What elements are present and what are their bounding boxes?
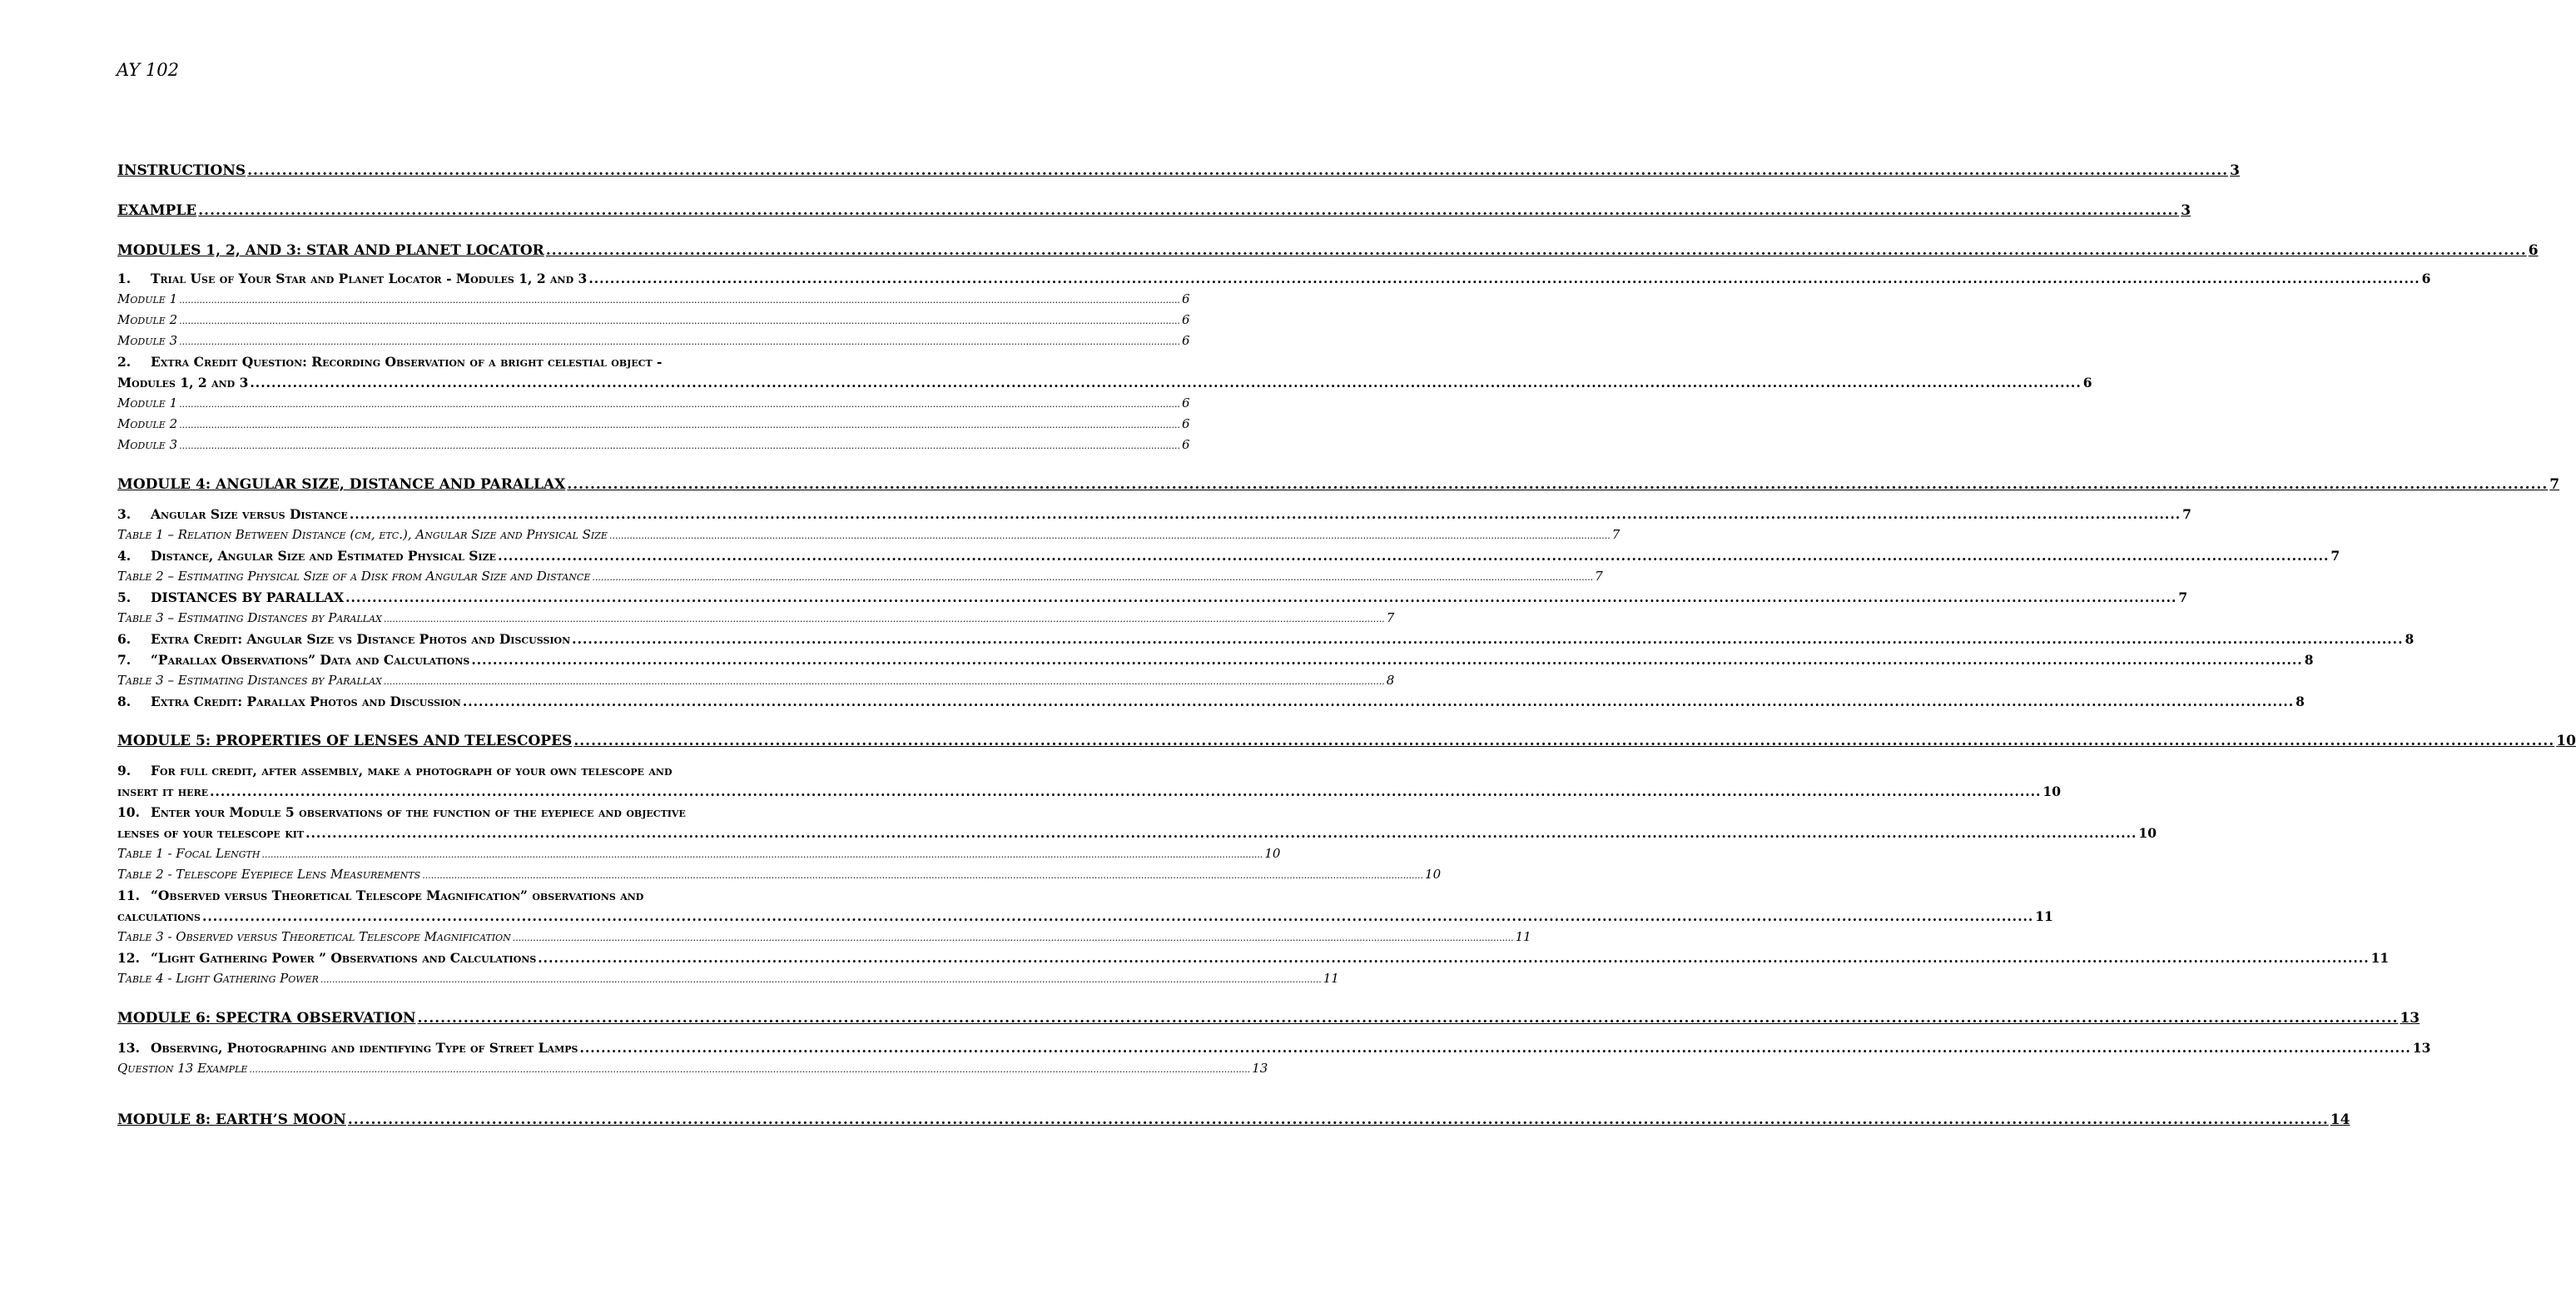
toc-label: Module 2 [117,416,178,431]
toc-m4-table-2[interactable] [117,566,1603,587]
toc-page: 7 [2330,548,2340,564]
dot-leader [348,1109,2329,1131]
dot-leader [609,525,1611,546]
toc-num: 13. [117,1040,140,1056]
toc-page: 10 [1264,846,1281,861]
toc-m4-table-3[interactable] [117,608,1395,629]
toc-label: Table 3 – Estimating Distances by Parallax [117,673,382,688]
toc-question-6[interactable] [117,629,2415,649]
toc-page: 6 [2421,271,2431,286]
toc-page: 7 [2182,506,2191,522]
toc-question-7[interactable] [117,649,2314,670]
toc-question-5[interactable] [117,587,2188,608]
toc-num: 10. [117,804,140,820]
toc-label: Module 3 [117,437,178,452]
dot-leader [247,160,2228,182]
toc-page: 7 [2549,476,2560,493]
toc-page: 13 [2412,1040,2431,1056]
toc-question-11-line2[interactable] [117,906,2053,927]
dot-leader [422,864,1423,886]
toc-label: “Light Gathering Power ” Observations and Calculations [151,950,537,966]
toc-page: 6 [1181,291,1190,306]
dot-leader [210,781,2041,802]
dot-leader [179,289,1180,311]
toc-num: 7. [117,652,132,668]
toc-num: 11. [117,888,140,903]
toc-question-11-line1[interactable] [117,885,822,906]
toc-q2-module-2[interactable] [117,414,1190,435]
dot-leader [179,393,1180,415]
toc-label: MODULE 5: PROPERTIES OF LENSES AND TELESCOPES [117,733,573,749]
dot-leader [498,545,2329,566]
toc-m5-table-2[interactable] [117,864,1442,885]
toc-modules-1-2-3[interactable] [117,240,2539,261]
toc-label: Table 3 - Observed versus Theoretical Telescope Magnification [117,929,511,944]
toc-page: 6 [2528,242,2539,259]
dot-leader [261,843,1263,865]
toc-num: 1. [117,271,132,286]
toc-question-9-line2[interactable] [117,781,2061,802]
toc-label: Module 1 [117,291,178,306]
toc-page: 10 [1425,867,1442,882]
toc-m5-table-3[interactable] [117,927,1531,947]
toc-num: 5. [117,589,132,605]
toc-label: insert it here [117,783,209,799]
toc-page: 10 [2042,783,2061,799]
toc-label: Enter your Module 5 observations of the function of the eyepiece and objective [151,804,686,820]
dot-leader [538,947,2369,968]
toc-module-4[interactable] [117,474,2560,495]
toc-question-12[interactable] [117,947,2390,968]
toc-label: Angular Size versus Distance [151,506,348,522]
toc-label: Module 3 [117,333,178,348]
table-of-contents [117,160,2576,1131]
toc-page: 6 [1181,416,1190,431]
toc-page: 14 [2330,1111,2350,1128]
toc-question-4[interactable] [117,545,2340,566]
dot-leader [384,670,1385,692]
toc-page: 11 [1323,971,1339,986]
toc-page: 7 [2178,589,2188,605]
toc-question-8[interactable] [117,691,2305,712]
toc-label: Extra Credit: Parallax Photos and Discussion [151,694,461,709]
toc-label: Extra Credit: Angular Size vs Distance Photos and Discussion [151,631,571,647]
toc-label: Extra Credit Question: Recording Observation of a bright celestial object - [151,354,663,370]
toc-num: 8. [117,694,132,709]
toc-q1-module-3[interactable] [117,331,1190,351]
toc-label: MODULE 6: SPECTRA OBSERVATION [117,1010,416,1027]
dot-leader [567,474,2548,495]
toc-num: 2. [117,354,132,370]
toc-module-5[interactable] [117,730,2576,752]
toc-label: Module 2 [117,312,178,327]
toc-q1-module-2[interactable] [117,310,1190,331]
dot-leader [573,730,2554,752]
toc-m5-table-1[interactable] [117,843,1281,864]
toc-label: Observing, Photographing and identifying Type of Street Lamps [151,1040,578,1056]
toc-label: calculations [117,908,201,924]
dot-leader [546,240,2527,261]
toc-page: 6 [1181,395,1190,410]
toc-page: 8 [2304,652,2314,668]
toc-label: Module 1 [117,395,178,410]
toc-page: 8 [2405,631,2415,647]
toc-page: 11 [2370,950,2390,966]
toc-num: 4. [117,548,132,564]
dot-leader [471,649,2302,670]
toc-label: Table 2 - Telescope Eyepiece Lens Measurements [117,867,421,882]
toc-label: Trial Use of Your Star and Planet Locator - Modules 1, 2 and 3 [151,271,588,286]
toc-question-3[interactable] [117,504,2191,525]
toc-instructions[interactable] [117,160,2240,182]
dot-leader [320,968,1322,990]
toc-q1-module-1[interactable] [117,289,1190,310]
dot-leader [418,1007,2399,1029]
toc-question-9-line1[interactable] [117,760,822,781]
toc-label: Table 2 – Estimating Physical Size of a Disk from Angular Size and Distance [117,569,591,584]
dot-leader [463,691,2294,712]
toc-question-13-example[interactable] [117,1058,1268,1079]
toc-page: 7 [1386,610,1395,625]
toc-num: 12. [117,950,140,966]
toc-m4-table-1[interactable] [117,525,1621,545]
toc-page: 7 [1595,569,1603,584]
toc-label: DISTANCES BY PARALLAX [151,589,345,605]
toc-num: 6. [117,631,132,647]
toc-question-13[interactable] [117,1037,2431,1058]
dot-leader [179,414,1180,435]
toc-label: MODULES 1, 2, AND 3: STAR AND PLANET LOCATOR [117,242,544,259]
dot-leader [384,608,1385,629]
toc-question-10-line1[interactable] [117,802,822,823]
dot-leader [350,504,2181,525]
toc-num: 9. [117,763,132,778]
toc-q2-module-1[interactable] [117,393,1190,414]
toc-label: Modules 1, 2 and 3 [117,375,249,390]
toc-label: INSTRUCTIONS [117,162,246,179]
toc-question-2-line2[interactable] [117,372,2092,393]
toc-label: lenses of your telescope kit [117,825,305,841]
toc-page: 11 [2035,908,2053,924]
toc-page: 13 [1252,1061,1268,1076]
toc-m4-table-3b[interactable] [117,670,1395,691]
page-header-course: AY 102 [117,60,179,80]
toc-page: 6 [2082,375,2092,390]
toc-question-10-line2[interactable] [117,823,2157,843]
toc-label: “Observed versus Theoretical Telescope Magnification” observations and [151,888,644,903]
dot-leader [179,310,1180,331]
toc-label: Table 1 - Focal Length [117,846,261,861]
toc-page: 8 [2296,694,2305,709]
dot-leader [579,1037,2410,1058]
toc-page: 11 [1515,929,1531,944]
dot-leader [592,566,1593,588]
toc-page: 10 [2556,733,2576,749]
dot-leader [513,927,1514,948]
toc-label: MODULE 4: ANGULAR SIZE, DISTANCE AND PARALLAX [117,476,566,493]
toc-module-8[interactable] [117,1109,2350,1131]
toc-label: Table 4 - Light Gathering Power [117,971,319,986]
dot-leader [179,331,1180,352]
toc-question-1[interactable] [117,268,2431,289]
toc-label: Distance, Angular Size and Estimated Physical Size [151,548,497,564]
toc-example[interactable] [117,200,2191,221]
dot-leader [345,587,2176,608]
dot-leader [572,629,2403,649]
dot-leader [202,906,2033,927]
dot-leader [179,435,1180,456]
toc-page: 10 [2138,825,2157,841]
dot-leader [198,200,2179,221]
toc-page: 6 [1181,333,1190,348]
toc-num: 3. [117,506,132,522]
toc-page: 3 [2181,202,2191,219]
toc-page: 6 [1181,312,1190,327]
toc-page: 7 [1611,527,1621,542]
dot-leader [250,372,2081,393]
dot-leader [249,1058,1250,1080]
toc-label: For full credit, after assembly, make a photograph of your own telescope and [151,763,673,778]
dot-leader [588,268,2420,289]
toc-label: Table 1 – Relation Between Distance (cm, etc.), Angular Size and Physical Size [117,527,608,542]
toc-question-2-line1[interactable] [117,351,822,372]
toc-page: 8 [1386,673,1395,688]
toc-label: Question 13 Example [117,1061,248,1076]
toc-page: 13 [2400,1010,2420,1027]
toc-label: “Parallax Observations” Data and Calculations [151,652,470,668]
toc-label: EXAMPLE [117,202,197,219]
toc-label: Table 3 – Estimating Distances by Parallax [117,610,382,625]
toc-module-6[interactable] [117,1007,2420,1029]
toc-page: 3 [2230,162,2240,179]
dot-leader [305,823,2137,843]
toc-q2-module-3[interactable] [117,435,1190,455]
toc-page: 6 [1181,437,1190,452]
toc-m5-table-4[interactable] [117,968,1339,989]
toc-label: MODULE 8: EARTH’S MOON [117,1111,346,1128]
